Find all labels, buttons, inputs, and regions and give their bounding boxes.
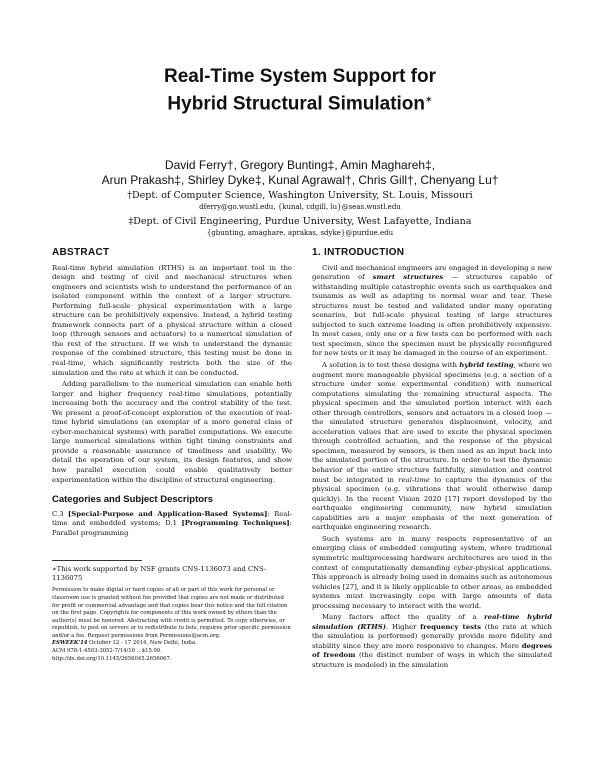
title-line-1: Real-Time System Support for <box>163 66 437 87</box>
permission-text: Permission to make digital or hard copies of all or part of this work for personal or classroom use is granted without fee provided that copies are not made or distributed for profit or commercial advantage and that copies bear this notice and the full citation on the first page. Copyrights for components of this work owned by others than the author(s) must be honored. Abstracting with credit is permitted. To copy otherwise, or republish, to post on servers or to redistribute to lists, requires prior specific permission and/or a fee. Request permissions from Permissions@acm.org. <box>52 587 291 639</box>
emphasis-rths: real-time hybrid simulation (RTHS) <box>312 613 553 631</box>
text-run: to capture the dynamics of the physical specimen (e.g. vibrations that would otherwise damp quickly). In the recent Vision 2020 [17] report developed by the earthquake engineering community, new hybrid simulation capabilities are a major emphasis of the next generation of earthquake engineering research. <box>312 475 552 532</box>
intro-paragraph-3: Such systems are in many respects representative of an emerging class of embedded computing system, where traditional symmetric multiprocessing hardware architectures are used in the context of computationally demanding cyber-physical applications. This approach is already being used in domains such as autonomous vehicles [27], and it is likely applicable to other areas, as embedded systems must increasingly cope with large amounts of data processing necessary to interact with the world. <box>312 534 552 610</box>
text-run: . Higher <box>386 622 421 631</box>
permission-block <box>52 587 292 663</box>
venue-detail: October 12 - 17 2014, New Delhi, India. <box>87 640 197 647</box>
emphasis-degrees-of-freedom: degrees of freedom <box>312 641 552 660</box>
acm-line: ACM 978-1-4503-3052-7/14/10 ...$15.00. <box>52 648 162 655</box>
category-2-detail: : Parallel programming <box>52 519 292 537</box>
venue-line <box>52 640 292 648</box>
text-run: (the rate at which the simulation is performed) generally provide more fidelity and stability since they are more responsive to changes. More <box>312 622 552 650</box>
abstract-paragraph-2: Adding parallelism to the numerical simulation can enable both larger and higher frequency real-time simulations, potentially increasing both the accuracy and the control stability of the test. We present a proof-of-concept exploration of the execution of real-time hybrid simulations (an exemplar of a more general class of cyber-mechanical systems) with parallel computations. We execute large numerical simulations within tight timing constraints and provide a reasonable assurance of timeliness and usability. We detail the operation of our system, its design features, and show how parallel execution could enable qualitatively better experimentation within the discipline of structural engineering. <box>52 380 292 484</box>
affiliation-email: dferry@go.wustl.edu, {kunal, cdgill, lu}@seas.wustl.edu <box>199 203 401 211</box>
abstract-heading: ABSTRACT <box>52 247 110 258</box>
category-2-title: [Programming Techniques] <box>181 519 290 528</box>
text-run: Civil and mechanical engineers are engaged in developing a new generation of <box>312 263 552 282</box>
text-run: (the distinct number of ways in which the simulated structure is modeled) in the simulation <box>312 651 553 669</box>
emphasis-smart-structures: smart structures <box>372 273 444 282</box>
title-line-2 <box>0 88 600 115</box>
category-code: C.3 <box>52 509 64 518</box>
categories-heading: Categories and Subject Descriptors <box>52 494 214 506</box>
category-1-title: [Special-Purpose and Application-Based Systems] <box>68 509 268 518</box>
emphasis-real-time: real-time <box>398 475 430 484</box>
affiliation-purdue <box>0 216 600 238</box>
affiliation-dept: †Dept. of Computer Science, Washington University, St. Louis, Missouri <box>127 190 473 201</box>
intro-paragraph-2 <box>312 361 552 533</box>
funding-footnote: ∗This work supported by NSF grants CNS-1136073 and CNS-1136075 <box>52 565 267 582</box>
footnote-divider <box>52 560 142 561</box>
text-run: A solution is to test these designs with <box>322 361 460 370</box>
intro-paragraph-1 <box>312 264 552 359</box>
left-column <box>52 248 292 663</box>
emphasis-frequency-tests: frequency tests <box>420 622 482 631</box>
paper-title <box>0 66 600 115</box>
authors-line-2: Arun Prakash‡, Shirley Dyke‡, Kunal Agrawal†, Chris Gill†, Chenyang Lu† <box>101 173 499 187</box>
text-run: Many factors affect the quality of a <box>322 613 484 622</box>
venue-name: ESWEEK'14 <box>52 640 88 647</box>
author-list <box>0 158 600 188</box>
text-run: , where we augment more manageable physical specimens (e.g. a section of a structure under some experimental condition) with numerical computations simulating the remaining structural aspects. The physical specimen and the simulated portion interact with each other through controllers, sensors and actuators in a closed loop — the simulated structure generates displacement, velocity, and acceleration values that are used to excite the physical specimen through controlled actuation, and the response of the physical specimen, measured by sensors, is then used as an input back into the simulated portion of the structure. In order to test the dynamic behavior of the entire structure faithfully, simulation and control must be integrated in <box>312 361 553 484</box>
text-run: — structures capable of withstanding multiple catastrophic events such as earthquakes and tsunamis as well as adapting to normal wear and tear. These structures must be tested and validated under many operating scenarios, but full-scale physical testing of large structures subjected to such extreme loading is often prohibitively expensive. In most cases, only one or a few tests can be performed with each test specimen, since the specimen must be physically reconfigured for new tests or it may be damaged in the course of an experiment. <box>312 273 553 358</box>
title-footnote-mark: ∗ <box>425 94 433 104</box>
emphasis-hybrid-testing: hybrid testing <box>459 361 514 370</box>
intro-paragraph-4 <box>312 613 552 670</box>
categories-text <box>52 510 292 539</box>
doi-link[interactable]: http://dx.doi.org/10.1145/2656045.2656067. <box>52 655 172 662</box>
affiliation-washu <box>0 190 600 212</box>
right-column <box>312 248 552 673</box>
affiliation-dept: ‡Dept. of Civil Engineering, Purdue University, West Lafayette, Indiana <box>128 216 472 227</box>
affiliation-email: {gbunting, amaghare, aprakas, sdyke}@purdue.edu <box>206 229 394 237</box>
title-line-2-text: Hybrid Structural Simulation <box>167 93 426 115</box>
introduction-heading: 1. INTRODUCTION <box>312 247 405 258</box>
authors-line-1: David Ferry†, Gregory Bunting‡, Amin Maghareh‡, <box>164 158 436 172</box>
abstract-paragraph-1: Real-time hybrid simulation (RTHS) is an important tool in the design and testing of civil and mechanical structures when engineers and scientists wish to understand the performance of an isolated component within the context of a larger structure. Performing full-scale physical experimentation with a large structure can be prohibitively expensive. Instead, a hybrid testing framework connects part of a physical structure within a closed loop (through sensors and actuators) to a numerical simulation of the rest of the structure. If we wish to understand the dynamic response of the combined structure, this testing must be done in real-time, which significantly restricts both the size of the simulation and the rate at which it can be conducted. <box>52 263 292 377</box>
category-1-detail: : Real-time and embedded systems; D.1 <box>52 509 292 528</box>
